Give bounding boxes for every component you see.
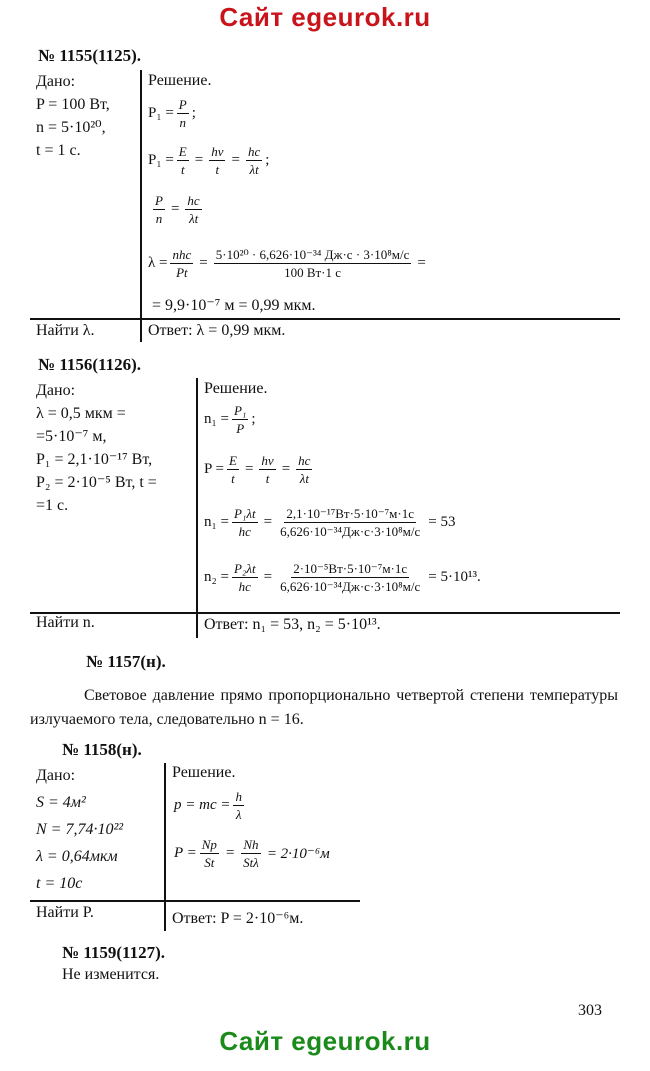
numerator: E	[178, 144, 187, 159]
problem-1157-text: Световое давление прямо пропорционально четвертой степени температуры излучаемого тела, следовательно n = 16.	[30, 687, 618, 728]
problem-1159-text: Не изменится.	[62, 966, 160, 983]
numerator: P	[155, 193, 163, 208]
problem-1158-given	[36, 762, 123, 897]
numerator: hc	[187, 193, 200, 208]
find-label: Найти λ.	[36, 322, 95, 339]
problem-1155-given	[36, 70, 110, 162]
numerator: hν	[211, 144, 224, 159]
denominator: hc	[238, 579, 251, 594]
solution-label: Решение.	[204, 380, 268, 397]
denominator: n	[155, 211, 163, 226]
numerator: hc	[247, 144, 261, 159]
numerator: hc	[298, 453, 311, 468]
eq-tail: ;	[191, 105, 196, 121]
eq-tail: = 5·10¹³.	[428, 569, 481, 585]
given-item: P₁ = 2,1·10⁻¹⁷ Вт,	[36, 451, 153, 468]
numerator: h	[235, 789, 242, 804]
problem-1157-title: № 1157(н).	[86, 652, 166, 671]
given-item: t = 1 с.	[36, 142, 81, 159]
denominator: t	[231, 471, 235, 486]
denominator: t	[215, 162, 220, 177]
given-item: λ = 0,64мкм	[36, 848, 118, 865]
equation	[204, 402, 256, 437]
given-item: P₂ = 2·10⁻⁵ Вт, t =	[36, 474, 157, 491]
denominator: Pt	[176, 265, 188, 280]
numerator: P₁λt	[233, 506, 256, 521]
numerator: E	[229, 453, 237, 468]
answer: Ответ: n₁ = 53, n₂ = 5·10¹³.	[204, 616, 381, 633]
site-watermark-bottom: Сайт egeurok.ru	[219, 1026, 431, 1056]
equation: P₁ = $\frac{E}{t}$ = $\frac{h\nu}{t}$ = $\frac{hc}{\lambda t}$ ;	[148, 144, 270, 177]
denominator: n	[179, 115, 186, 130]
equation	[174, 788, 247, 823]
eq-tail: =	[417, 255, 426, 271]
divider-horizontal	[30, 900, 360, 902]
divider-vertical	[196, 378, 198, 638]
numerator: 2·10⁻⁵Вт·5·10⁻⁷м·1с	[293, 561, 408, 576]
divider-vertical	[164, 763, 166, 931]
eq-lhs: n₂ =	[204, 569, 229, 585]
numerator: Nh	[243, 837, 259, 852]
equation: λ = $\frac{\text{nhc}}{Pt}$ = $\frac{\text{5·10²⁰ · 6,626·10⁻³⁴ Дж·с · 3·10⁸м/с}}{100 Вт\cdot 1 с}$ =	[148, 247, 426, 280]
site-watermark-top: Сайт egeurok.ru	[219, 2, 431, 32]
numerator: P	[178, 97, 187, 112]
equation: n₂ = $\frac{\text{P₂λt}}{hc}$ = $\frac{\text{2·10⁻⁵Вт·5·10⁻⁷м·1с}}{\text{6,626·10⁻³⁴Дж·с·3·10⁸м/с}}$ = 5·10¹³.	[204, 561, 481, 594]
given-item: t = 10с	[36, 875, 83, 892]
equation: n₁ = $\frac{\text{P₁λt}}{hc}$ = $\frac{\text{2,1·10⁻¹⁷Вт·5·10⁻⁷м·1с}}{\text{6,626·10⁻³⁴Дж·с·3·10⁸м/с}}$ = 53	[204, 506, 456, 539]
given-item: P = 100 Вт,	[36, 96, 110, 113]
problem-1159-title: № 1159(1127).	[62, 943, 166, 962]
numerator: P₁	[233, 403, 247, 418]
equation: P = $\frac{E}{t}$ = $\frac{h\nu}{t}$ = $\frac{hc}{\lambda t}$	[204, 453, 311, 486]
find-label: Найти P.	[36, 904, 94, 921]
given-label: Дано:	[36, 73, 76, 90]
problem-1155-title: № 1155(1125).	[38, 46, 142, 65]
equation: P = $\frac{Np}{St}$ = $\frac{Nh}{\text{Stλ}}$ = 2·10⁻⁶м	[174, 837, 330, 870]
solution-label: Решение.	[172, 764, 236, 781]
denominator: λt	[188, 211, 199, 226]
eq-tail: = 2·10⁻⁶м	[266, 846, 330, 862]
given-item: N = 7,74·10²²	[36, 821, 124, 838]
eq-lhs: λ =	[148, 255, 168, 271]
numerator: 2,1·10⁻¹⁷Вт·5·10⁻⁷м·1с	[286, 506, 414, 521]
answer: Ответ: P = 2·10⁻⁶м.	[172, 910, 304, 927]
equation	[148, 96, 196, 131]
denominator: P	[236, 421, 245, 436]
given-item: n = 5·10²⁰,	[36, 119, 106, 136]
denominator: hc	[238, 524, 251, 539]
problem-1158-title: № 1158(н).	[62, 740, 142, 759]
eq-lhs: p = mc =	[174, 797, 231, 813]
page-number: 303	[578, 1002, 602, 1019]
solution-label: Решение.	[148, 72, 212, 89]
denominator: t	[180, 162, 185, 177]
given-item: S = 4м²	[36, 794, 86, 811]
problem-1156-given	[36, 379, 157, 517]
numerator: hν	[261, 453, 274, 468]
eq-lhs: n₁ =	[204, 514, 229, 530]
answer: Ответ: λ = 0,99 мкм.	[148, 322, 286, 339]
given-item: =5·10⁻⁷ м,	[36, 428, 107, 445]
eq-lhs: P =	[174, 845, 197, 861]
given-label: Дано:	[36, 767, 76, 784]
denominator: 6,626·10⁻³⁴Дж·с·3·10⁸м/с	[280, 524, 421, 539]
eq-lhs: n₁ =	[204, 411, 229, 427]
problem-1156-title: № 1156(1126).	[38, 355, 142, 374]
eq-tail: = 53	[428, 514, 456, 530]
result-line: = 9,9·10⁻⁷ м = 0,99 мкм.	[152, 297, 316, 314]
denominator: Stλ	[243, 855, 259, 870]
eq-lhs: P₁ =	[148, 152, 174, 168]
denominator: λt	[299, 471, 309, 486]
numerator: nhc	[172, 247, 192, 262]
numerator: Np	[201, 837, 217, 852]
eq-tail: ;	[265, 152, 270, 168]
numerator: P₂λt	[233, 561, 256, 576]
denominator: 6,626·10⁻³⁴Дж·с·3·10⁸м/с	[280, 579, 421, 594]
eq-lhs: P =	[204, 461, 224, 477]
given-item: =1 с.	[36, 497, 69, 514]
divider-vertical	[140, 70, 142, 342]
denominator: t	[265, 471, 270, 486]
find-label: Найти n.	[36, 614, 95, 631]
denominator: 100 Вт·1 с	[284, 265, 342, 280]
divider-horizontal	[30, 318, 620, 320]
eq-tail: ;	[251, 411, 256, 427]
given-item: λ = 0,5 мкм =	[36, 405, 126, 422]
numerator: 5·10²⁰ · 6,626·10⁻³⁴ Дж·с · 3·10⁸м/с	[215, 247, 410, 262]
denominator: St	[204, 855, 215, 870]
eq-lhs: P₁ =	[148, 105, 174, 121]
divider-horizontal	[30, 612, 620, 614]
equation: $\frac{P}{n}$ = $\frac{hc}{\lambda t}$	[155, 193, 200, 226]
denominator: λt	[249, 162, 259, 177]
given-label: Дано:	[36, 382, 76, 399]
denominator: λ	[235, 807, 242, 822]
